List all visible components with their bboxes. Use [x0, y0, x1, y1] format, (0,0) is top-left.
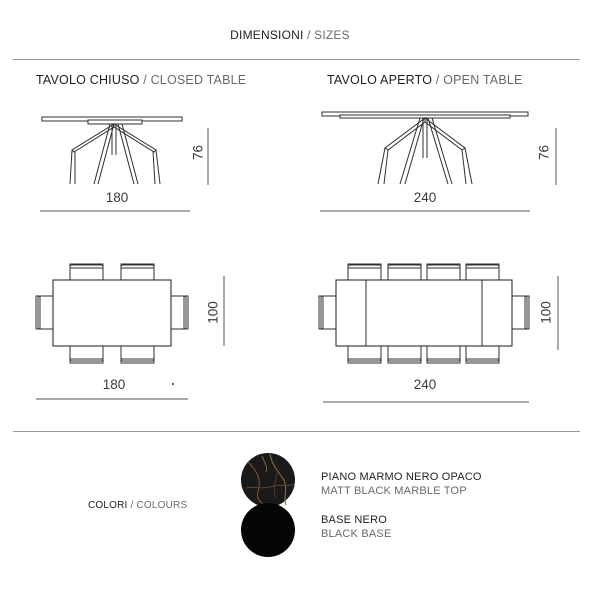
base-name-en: BLACK BASE [321, 528, 392, 540]
open-plan-depth-label: 100 [538, 301, 554, 324]
colours-label-it: COLORI [88, 500, 128, 511]
marble-name-it: PIANO MARMO NERO OPACO [321, 471, 482, 483]
colour-item-marble [321, 470, 482, 498]
base-name-it: BASE NERO [321, 514, 387, 526]
colours-separator: / [127, 500, 137, 511]
closed-table-label-en: CLOSED TABLE [150, 73, 247, 87]
closed-plan-depth-label: 100 [205, 301, 221, 324]
open-table-label-it: TAVOLO APERTO [327, 73, 433, 87]
stray-dot [172, 383, 174, 385]
closed-width-label: 180 [105, 190, 129, 205]
colours-label [88, 500, 187, 511]
title-english: SIZES [314, 28, 350, 42]
closed-plan-width-label: 180 [102, 377, 126, 392]
open-plan-width-label: 240 [413, 377, 437, 392]
closed-table-separator: / [139, 73, 151, 87]
marble-swatch [241, 453, 295, 507]
open-table-label-en: OPEN TABLE [443, 73, 523, 87]
open-height-label: 76 [536, 144, 552, 161]
title-separator: / [303, 28, 315, 42]
section-divider [13, 431, 580, 432]
colour-item-base [321, 513, 391, 541]
marble-name-en: MATT BLACK MARBLE TOP [321, 485, 467, 497]
title-italian: DIMENSIONI [230, 28, 304, 42]
closed-height-label: 76 [190, 144, 206, 161]
closed-table-label-it: TAVOLO CHIUSO [36, 73, 140, 87]
open-width-label: 240 [413, 190, 437, 205]
open-table-separator: / [432, 73, 444, 87]
black-swatch [241, 503, 295, 557]
colours-label-en: COLOURS [136, 500, 188, 511]
